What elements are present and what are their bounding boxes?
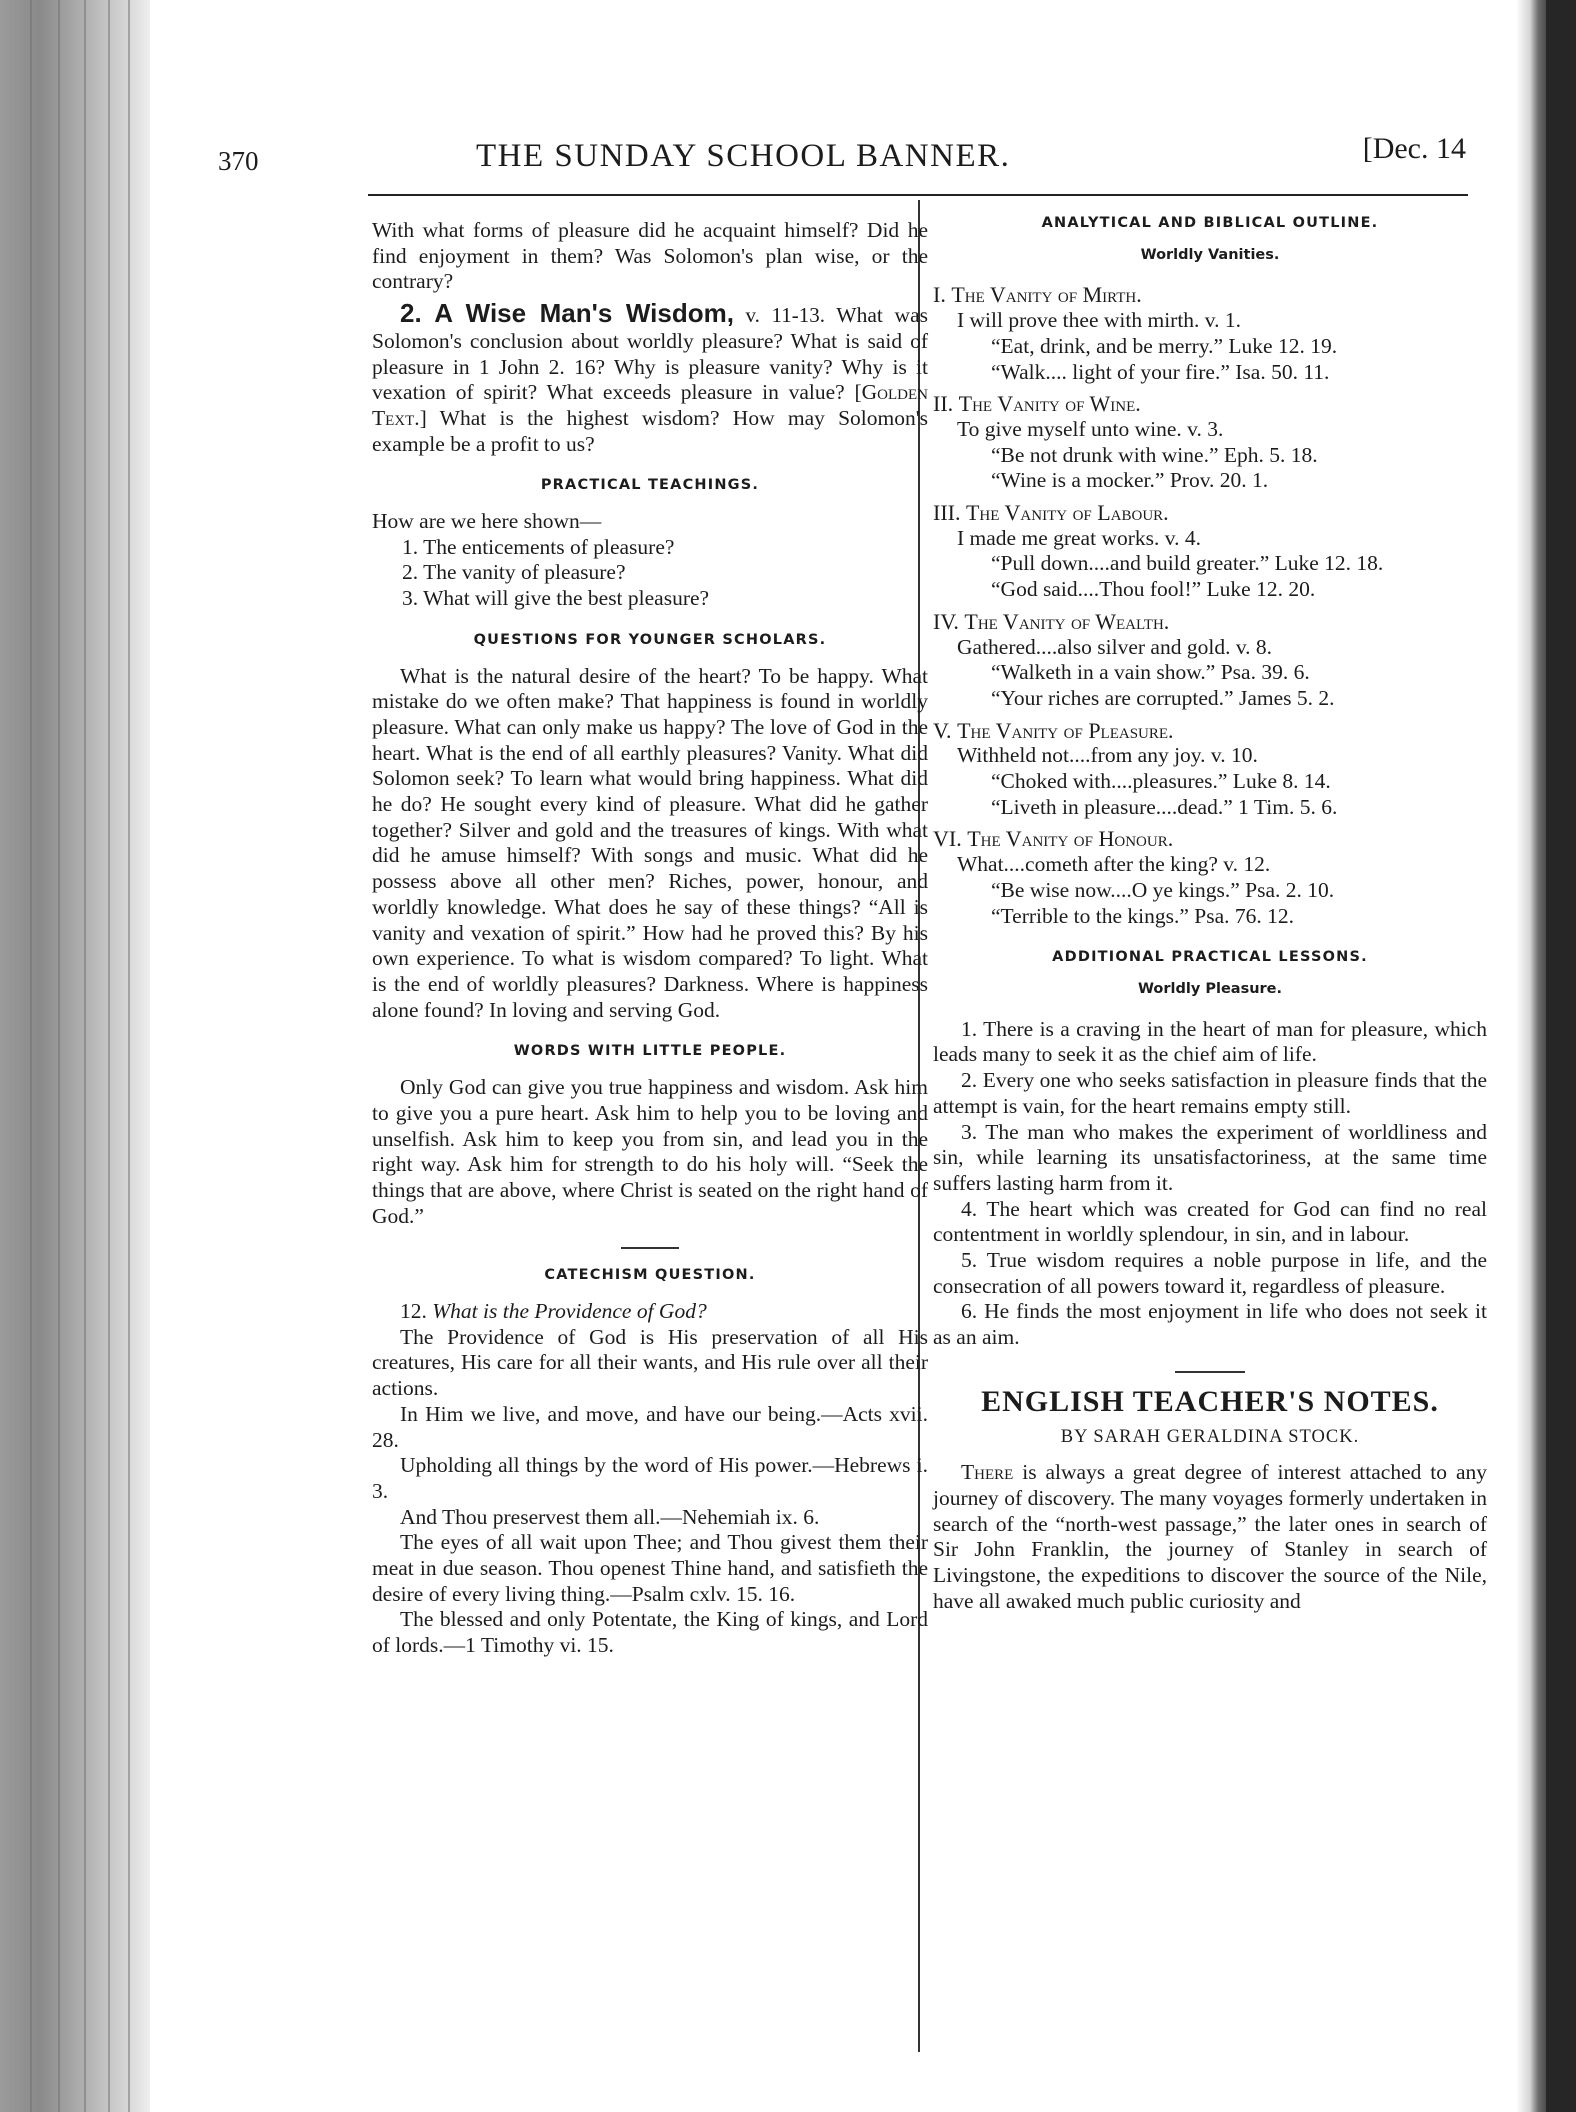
practical-item: 2. The vanity of pleasure? — [402, 560, 626, 585]
catechism-proof: The blessed and only Potentate, the King of kings, and Lord of lords.—1 Timothy vi. 15. — [372, 1607, 928, 1658]
wisdom-section — [372, 298, 928, 457]
header-rule — [368, 194, 1468, 196]
outline-lead: Withheld not....from any joy. v. 10. — [957, 743, 1258, 768]
outline-title: The Vanity of Wealth. — [964, 608, 1170, 634]
notes-first-word: There — [961, 1460, 1014, 1485]
outline-reference: “Choked with....pleasures.” Luke 8. 14. — [991, 769, 1331, 794]
outline-section-title — [933, 609, 1487, 635]
lesson-item: 6. He finds the most enjoyment in life who does not seek it as an aim. — [933, 1299, 1487, 1350]
outline-section — [933, 500, 1487, 603]
outline-reference: “Be not drunk with wine.” Eph. 5. 18. — [991, 442, 1318, 467]
outline-section — [933, 826, 1487, 929]
outline-title: The Vanity of Mirth. — [951, 282, 1142, 308]
practical-item: 3. What will give the best pleasure? — [402, 586, 710, 611]
outline-reference: “Pull down....and build greater.” Luke 12. 18. — [991, 551, 1384, 576]
lesson-item: 1. There is a craving in the heart of man for pleasure, which leads many to seek it as the chief aim of life. — [933, 1016, 1487, 1067]
outline-reference: “Eat, drink, and be merry.” Luke 12. 19. — [991, 333, 1338, 358]
outline-section-title — [933, 391, 1487, 417]
outline-section-title — [933, 500, 1487, 526]
running-header — [218, 132, 1466, 176]
intro-questions: With what forms of pleasure did he acquaint himself? Did he find enjoyment in them? Was Solomon's plan wise, or the contrary? — [372, 218, 928, 294]
outline-numeral: V. — [933, 717, 952, 743]
outline-lead: Gathered....also silver and gold. v. 8. — [957, 634, 1273, 659]
catechism-proof: And Thou preservest them all.—Nehemiah ix. 6. — [400, 1504, 820, 1529]
little-heading: WORDS WITH LITTLE PEOPLE. — [513, 1043, 787, 1060]
issue-date: [Dec. 14 — [1362, 132, 1466, 165]
outline-reference: “Wine is a mocker.” Prov. 20. 1. — [991, 468, 1269, 493]
outline-title: The Vanity of Honour. — [967, 826, 1174, 852]
outline-lead: I will prove thee with mirth. v. 1. — [957, 308, 1242, 333]
outline-reference: “Terrible to the kings.” Psa. 76. 12. — [991, 903, 1295, 928]
lessons-heading: ADDITIONAL PRACTICAL LESSONS. — [1052, 949, 1368, 966]
younger-heading: QUESTIONS FOR YOUNGER SCHOLARS. — [473, 631, 827, 648]
outline-numeral: III. — [933, 500, 961, 526]
outline-heading: ANALYTICAL AND BIBLICAL OUTLINE. — [1041, 215, 1379, 231]
outline-section — [933, 391, 1487, 494]
lesson-item: 3. The man who makes the experiment of worldliness and sin, while learning its unsatisfactoriness, at the same time suffers lasting harm from it. — [933, 1119, 1487, 1195]
outline-section-title — [933, 282, 1487, 308]
outline-section-title — [933, 826, 1487, 852]
wisdom-text-b: .] What is the highest wisdom? How may Solomon's example be a profit to us? — [372, 405, 928, 456]
catechism-question — [372, 1299, 928, 1325]
outline-list — [933, 282, 1487, 929]
notes-byline: BY SARAH GERALDINA STOCK. — [1060, 1426, 1360, 1447]
outline-reference: “Your riches are corrupted.” James 5. 2. — [991, 685, 1335, 710]
catechism-answer: The Providence of God is His preservation of all His creatures, His care for all their wants, and His rule over all their actions. — [372, 1324, 928, 1401]
catechism-proof: In Him we live, and move, and have our being.—Acts xvii. 28. — [372, 1401, 928, 1452]
outline-reference: “God said....Thou fool!” Luke 12. 20. — [991, 577, 1316, 602]
section-rule — [621, 1247, 679, 1249]
catechism-heading: CATECHISM QUESTION. — [544, 1267, 756, 1284]
page-number: 370 — [218, 146, 259, 176]
outline-title: The Vanity of Pleasure. — [957, 717, 1174, 743]
wisdom-verse: v. 11-13. — [733, 303, 825, 328]
catechism-proof: Upholding all things by the word of His power.—Hebrews i. 3. — [372, 1453, 928, 1503]
notes-heading: ENGLISH TEACHER'S NOTES. — [981, 1384, 1439, 1418]
outline-title: The Vanity of Labour. — [965, 500, 1169, 526]
left-column — [372, 218, 928, 1659]
little-text: Only God can give you true happiness and wisdom. Ask him to give you a pure heart. Ask him to help you to be loving and unselfish. Ask him to keep you from sin, and lead you in the right way. Ask him for strength to do his holy will. “Seek the things that are above, where Christ is seated on the right hand of God.” — [372, 1075, 928, 1228]
outline-numeral: VI. — [933, 826, 962, 852]
book-binding-edge — [0, 0, 150, 2112]
practical-item: 1. The enticements of pleasure? — [402, 534, 675, 559]
wisdom-title: 2. A Wise Man's Wisdom, — [400, 298, 734, 329]
outline-numeral: I. — [933, 282, 946, 308]
practical-intro: How are we here shown— — [372, 509, 602, 534]
right-column — [933, 203, 1487, 1614]
journal-title: THE SUNDAY SCHOOL BANNER. — [476, 138, 1011, 174]
wisdom-text-a: What was Solomon's conclusion about worldly pleasure? What is said of pleasure in 1 John 2. 16? Why is pleasure vanity? Why is it vexation of spirit? What exceeds pleasure in value? [ — [372, 303, 928, 405]
practical-heading: PRACTICAL TEACHINGS. — [540, 477, 760, 494]
outline-section — [933, 609, 1487, 712]
practical-list — [402, 535, 928, 612]
outline-lead: To give myself unto wine. v. 3. — [957, 416, 1224, 441]
outline-lead: I made me great works. v. 4. — [957, 525, 1201, 550]
outline-reference: “Be wise now....O ye kings.” Psa. 2. 10. — [991, 877, 1335, 902]
golden-text: Golden Text — [372, 380, 928, 430]
catechism-question-text: What is the Providence of God? — [432, 1299, 707, 1324]
lesson-item: 2. Every one who seeks satisfaction in pleasure finds that the attempt is vain, for the heart remains empty still. — [933, 1068, 1487, 1118]
outline-numeral: IV. — [933, 608, 959, 634]
outline-reference: “Liveth in pleasure....dead.” 1 Tim. 5. 6. — [991, 794, 1338, 819]
catechism-proof: The eyes of all wait upon Thee; and Thou givest them their meat in due season. Thou openest Thine hand, and satisfieth the desire of every living thing.—Psalm cxlv. 15. 16. — [372, 1530, 928, 1606]
lessons-subheading: Worldly Pleasure. — [1137, 980, 1283, 997]
section-rule — [1175, 1371, 1245, 1373]
lesson-item: 4. The heart which was created for God can find no real contentment in worldly splendour, in sin, and in labour. — [933, 1196, 1487, 1247]
outline-reference: “Walk.... light of your fire.” Isa. 50. 11. — [991, 359, 1330, 384]
catechism-number: 12. — [400, 1299, 427, 1324]
younger-text: What is the natural desire of the heart? To be happy. What mistake do we often make? That happiness is found in worldly pleasure. What can only make us happy? The love of God in the heart. What is the end of all earthly pleasures? Vanity. What did Solomon seek? To learn what would bring happiness. What did he do? He sought every kind of pleasure. What did he gather together? Silver and gold and the treasures of kings. With what did he amuse himself? With songs and music. What did he possess above all other men? Riches, power, honour, and worldly knowledge. What does he say of these things? “All is vanity and vexation of spirit.” How had he proved this? By his own experience. To what is wisdom compared? To light. What is the end of worldly pleasures? Darkness. Where is happiness alone found? In loving and serving God. — [372, 663, 928, 1022]
outline-section-title — [933, 718, 1487, 744]
page-right-edge — [1516, 0, 1576, 2112]
outline-title: The Vanity of Wine. — [958, 391, 1141, 417]
notes-body: is always a great degree of interest attached to any journey of discovery. The many voyages formerly undertaken in search of the “north-west passage,” the later ones in search of Sir John Franklin, the journey of Stanley in search of Livingstone, the expeditions to discover the source of the Nile, have all awaked much public curiosity and — [933, 1460, 1487, 1613]
lesson-item: 5. True wisdom requires a noble purpose in life, and the consecration of all powers toward it, regardless of pleasure. — [933, 1248, 1487, 1298]
outline-subheading: Worldly Vanities. — [1140, 246, 1280, 263]
outline-lead: What....cometh after the king? v. 12. — [957, 852, 1271, 877]
outline-section — [933, 718, 1487, 821]
outline-section — [933, 282, 1487, 385]
notes-text — [933, 1460, 1487, 1614]
outline-reference: “Walketh in a vain show.” Psa. 39. 6. — [991, 660, 1310, 685]
outline-numeral: II. — [933, 391, 954, 417]
